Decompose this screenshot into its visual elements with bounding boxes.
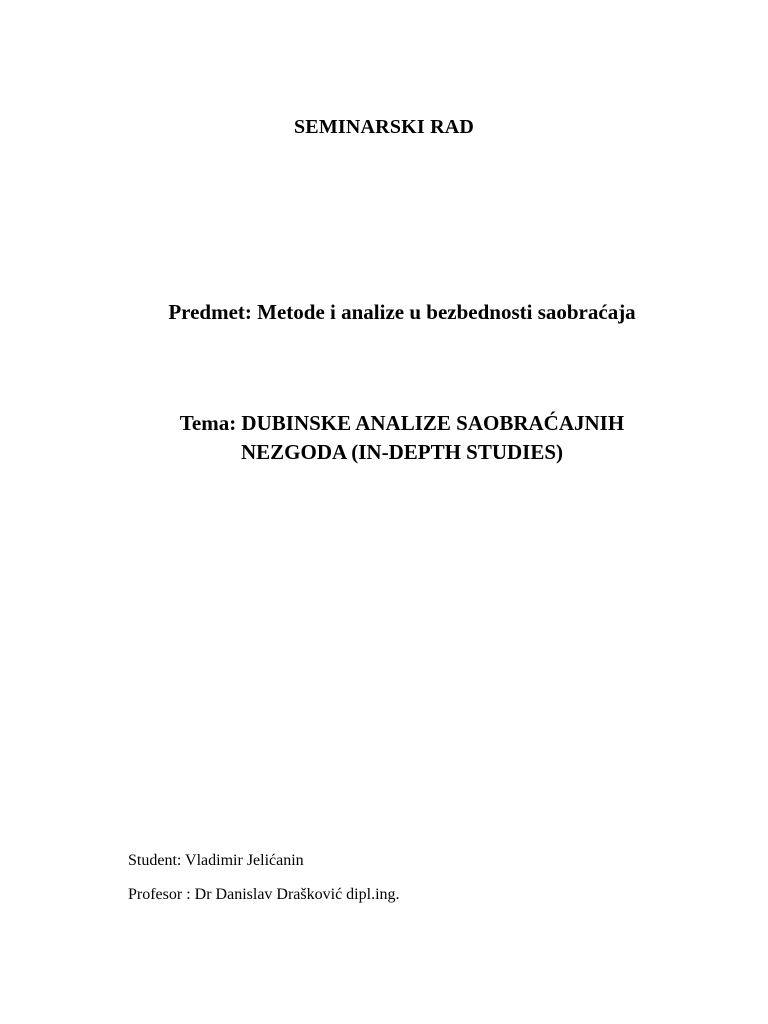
document-title: SEMINARSKI RAD [293, 116, 475, 138]
topic-line-1: Tema: DUBINSKE ANALIZE SAOBRAĆAJNIH [179, 411, 625, 435]
topic-line-2: NEZGODA (IN-DEPTH STUDIES) [240, 440, 564, 464]
subject-line: Predmet: Metode i analize u bezbednosti saobraćaja [168, 300, 636, 324]
professor-line: Profesor : Dr Danislav Drašković dipl.ing. [128, 886, 400, 903]
topic-block [0, 409, 768, 467]
student-line: Student: Vladimir Jelićanin [128, 852, 304, 869]
